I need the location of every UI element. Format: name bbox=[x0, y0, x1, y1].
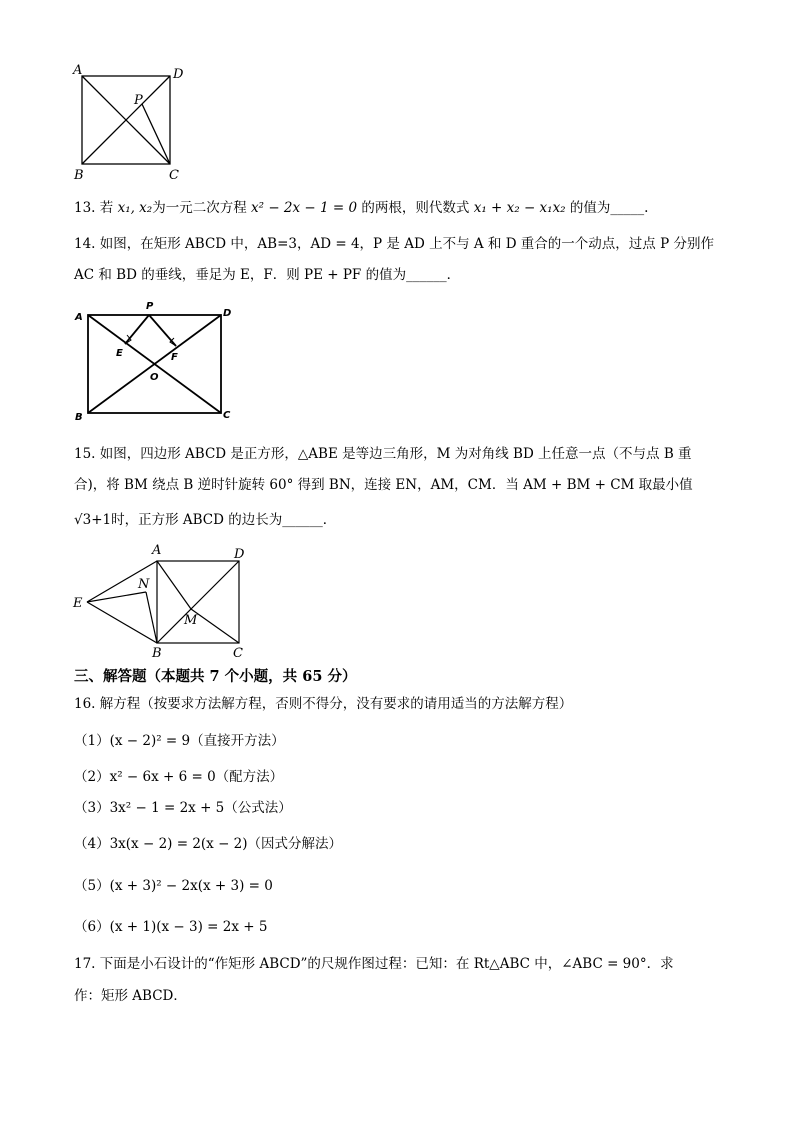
q16-item-5: （5）(x + 3)² − 2x(x + 3) = 0 bbox=[74, 878, 273, 894]
segment-eb bbox=[87, 602, 157, 643]
label-e: E bbox=[116, 348, 123, 359]
section-3-title: 三、解答题（本题共 7 个小题，共 65 分） bbox=[74, 668, 357, 685]
question-15-line-2: 合)，将 BM 绕点 B 逆时针旋转 60° 得到 BN，连接 EN，AM，CM．当 AM + BM + CM 取最小值 bbox=[74, 477, 693, 493]
label-c: C bbox=[223, 410, 231, 421]
label-d: D bbox=[173, 67, 184, 82]
question-14-line-2: AC 和 BD 的垂线，垂足为 E，F．则 PE + PF 的值为______． bbox=[74, 267, 461, 283]
segment-cm bbox=[191, 609, 239, 643]
question-14-line-1: 14. 如图，在矩形 ABCD 中，AB=3，AD = 4，P 是 AD 上不与 A 和 D 重合的一个动点，过点 P 分别作 bbox=[74, 236, 714, 252]
q16-item-2: （2）x² − 6x + 6 = 0（配方法） bbox=[74, 769, 284, 785]
question-15-line-3: √3+1时，正方形 ABCD 的边长为______． bbox=[74, 512, 337, 528]
question-13 bbox=[74, 198, 648, 218]
segment-pf bbox=[149, 315, 176, 346]
label-a: A bbox=[75, 312, 83, 323]
figure-square-abcd bbox=[70, 64, 190, 184]
question-17-line-1: 17. 下面是小石设计的“作矩形 ABCD”的尺规作图过程：已知：在 Rt△ABC 中，∠ABC = 90°．求 bbox=[74, 956, 674, 972]
label-m: M bbox=[184, 613, 198, 628]
diagonal-bd bbox=[157, 561, 239, 643]
segment-bn bbox=[146, 592, 157, 643]
q16-item-4: （4）3x(x − 2) = 2(x − 2)（因式分解法） bbox=[74, 836, 343, 852]
label-o: O bbox=[150, 372, 159, 383]
q13-post: 的值为 bbox=[569, 200, 611, 216]
q13-end: . bbox=[644, 200, 649, 216]
q13-equation: x² − 2x − 1 = 0 bbox=[251, 200, 358, 216]
label-c: C bbox=[169, 168, 179, 183]
label-f: F bbox=[171, 352, 178, 363]
label-c: C bbox=[233, 646, 243, 661]
figure-square-triangle bbox=[70, 540, 260, 665]
q13-answer-blank: _____ bbox=[610, 200, 645, 216]
question-15-line-1: 15. 如图，四边形 ABCD 是正方形，△ABE 是等边三角形，M 为对角线 BD 上任意一点（不与点 B 重 bbox=[74, 446, 692, 462]
label-n: N bbox=[138, 577, 150, 592]
q16-item-3: （3）3x² − 1 = 2x + 5（公式法） bbox=[74, 800, 292, 816]
q13-pre: 若 bbox=[99, 200, 114, 216]
label-a: A bbox=[152, 543, 162, 558]
question-16-intro: 16. 解方程（按要求方法解方程，否则不得分，没有要求的请用适当的方法解方程） bbox=[74, 696, 573, 712]
label-d: D bbox=[234, 547, 245, 562]
q13-expression: x₁ + x₂ − x₁x₂ bbox=[473, 200, 566, 216]
label-p: P bbox=[134, 93, 143, 108]
label-a: A bbox=[73, 63, 83, 78]
q16-item-6: （6）(x + 1)(x − 3) = 2x + 5 bbox=[74, 919, 268, 935]
label-p: P bbox=[146, 301, 154, 312]
q16-item-1: （1）(x − 2)² = 9（直接开方法） bbox=[74, 733, 285, 749]
label-d: D bbox=[223, 308, 232, 319]
q13-mid: 为一元二次方程 bbox=[152, 200, 247, 216]
segment-am bbox=[157, 561, 191, 609]
label-b: B bbox=[152, 646, 162, 661]
q13-mid2: 的两根，则代数式 bbox=[361, 200, 470, 216]
segment-pe bbox=[125, 315, 149, 344]
figure-rectangle-abcd bbox=[70, 298, 240, 428]
segment-pc bbox=[142, 104, 170, 164]
label-b: B bbox=[74, 168, 84, 183]
label-b: B bbox=[75, 412, 83, 423]
q13-number: 13. bbox=[74, 200, 96, 216]
question-17-line-2: 作：矩形 ABCD． bbox=[74, 988, 187, 1004]
q13-vars: x₁, x₂ bbox=[117, 200, 153, 216]
label-e: E bbox=[73, 596, 83, 611]
